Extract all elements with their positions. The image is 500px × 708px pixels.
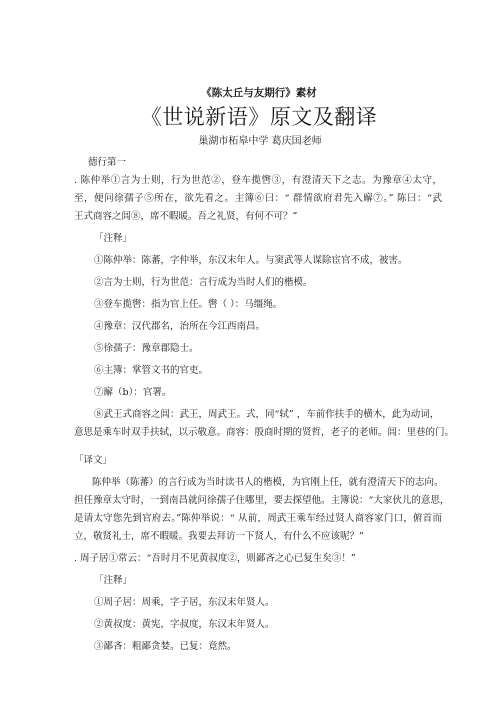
original-text-1 xyxy=(66,174,442,223)
section-heading: 德行第一 xyxy=(88,157,127,168)
text-line: 王式商容之闾⑧，席不暇暖。吾之礼贤，有何不可？” xyxy=(74,211,298,222)
note-item: ①陈仲举：陈蕃，字仲举，东汉末年人。与窦武等人谋除宦官不成，被害。 xyxy=(94,255,408,266)
text-line: . 陈仲举①言为士则，行为世范②，登车揽辔③，有澄清天下之志。为豫章④太守， xyxy=(74,175,442,186)
author-line: 巢湖市柘皋中学 葛庆国老师 xyxy=(198,136,322,147)
pre-title: 《陈太丘与友期行》素材 xyxy=(201,87,317,99)
note-item: ①周子居：周乘，字子居，东汉末年贤人。 xyxy=(94,597,275,608)
note-item: ②言为士则，行为世范：言行成为当时人们的楷模。 xyxy=(94,277,313,288)
translation-line: 是请太守您先到官府去。”陈仲举说：“ 从前，周武王乘车经过贤人商容家门口，俯首而 xyxy=(74,513,442,524)
translation-block-1 xyxy=(66,454,450,543)
translation-line: 担任豫章太守时，一到南昌就问徐孺子住哪里，要去探望他。主簿说：“大家伙儿的意思， xyxy=(74,495,450,506)
notes-label: 「注释」 xyxy=(94,575,133,586)
notes-label: 「注释」 xyxy=(94,233,133,244)
note-item: ③鄙吝：粗鄙贪婪。已复：竟然。 xyxy=(94,641,237,652)
note-item: ⑦廨（b）：官署。 xyxy=(94,387,172,398)
note-item: ②黄叔度：黄宪，字叔度，东汉末年贤人。 xyxy=(94,619,275,630)
translation-line: 陈仲举（陈蕃）的言行成为当时读书人的楷模，为官刚上任，就有澄清天下的志向。 xyxy=(92,477,444,488)
note-item: ④豫章：汉代郡名，治所在今江西南昌。 xyxy=(94,321,266,332)
note-item: ⑥主簿：掌管文书的官吏。 xyxy=(94,365,209,376)
translation-label: 「译文」 xyxy=(74,455,113,466)
note-item: ③登车揽辔：指为官上任。辔（ ）：马缰绳。 xyxy=(94,299,283,310)
text-line: 至，便问徐孺子⑤所在，欲先看之。主簿⑥曰：“ 群情欲府君先入廨⑦。” 陈曰：“武 xyxy=(74,193,442,204)
page-title: 《世说新语》原文及翻译 xyxy=(140,105,378,129)
translation-line: 立，敬贤礼士，席不暇暖。我要去拜访一下贤人，有什么不应该呢？” xyxy=(74,531,364,542)
note-item-continued: 意思是乘车时双手扶轼，以示敬意。商容：殷商时期的贤哲，老子的老师。闾：里巷的门。 xyxy=(74,427,455,438)
original-text-2: . 周子居①常云：“吾时月不见黄叔度②，则鄙吝之心已复生矣③！” xyxy=(74,553,356,564)
notes-block-2 xyxy=(66,574,442,653)
note-item: ⑤徐孺子：豫章郡隐士。 xyxy=(94,343,199,354)
notes-block-1 xyxy=(66,232,455,439)
note-item: ⑧武王式商容之闾：武王，周武王。式，同“轼” ，车前作扶手的横木，此为动词， xyxy=(94,409,440,420)
